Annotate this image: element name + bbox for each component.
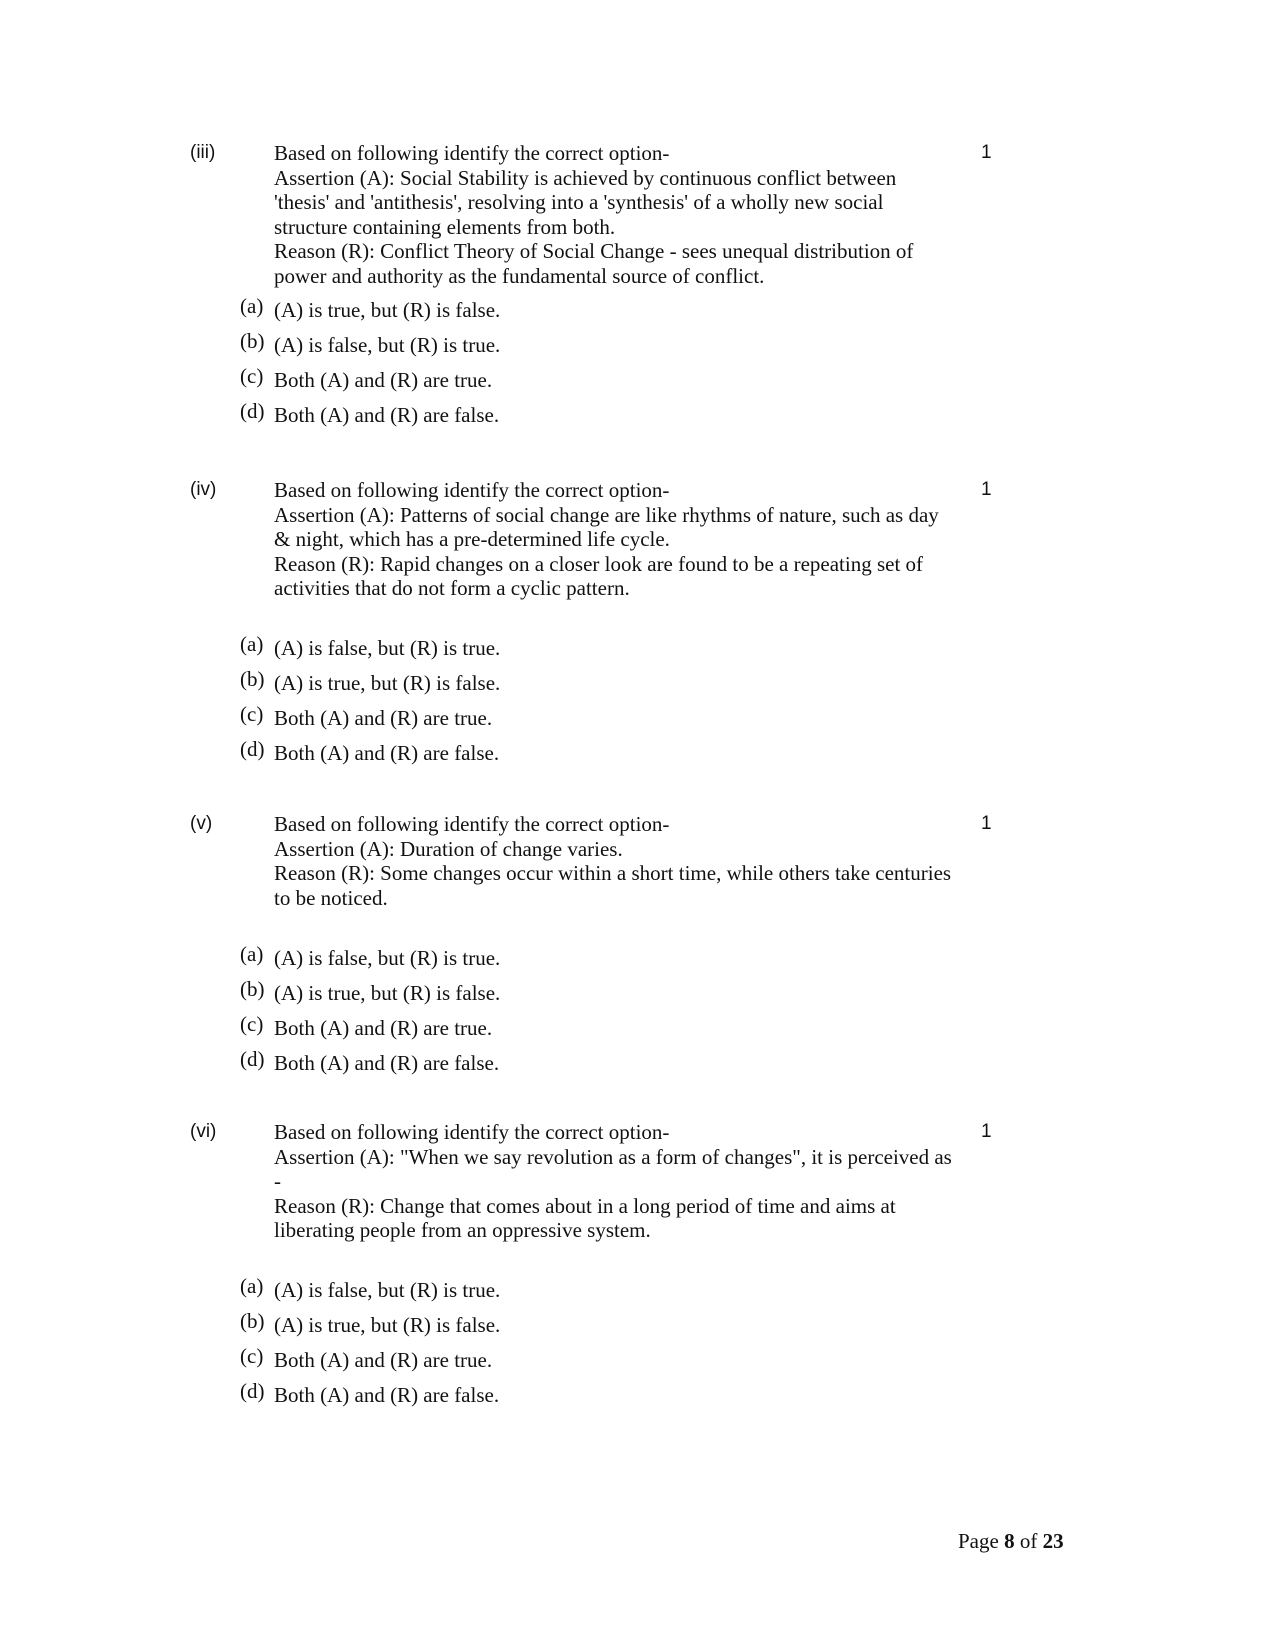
- option-letter: (b): [240, 329, 265, 353]
- option-text: (A) is false, but (R) is true.: [274, 1278, 501, 1302]
- question-line: Assertion (A): Patterns of social change are like rhythms of nature, such as day: [274, 502, 939, 527]
- question-line: Reason (R): Conflict Theory of Social Change - sees unequal distribution of: [274, 239, 914, 264]
- option-letter: (b): [240, 1309, 265, 1333]
- question-number: (iv): [190, 479, 217, 500]
- option-b: [0, 1309, 1275, 1342]
- option-text: Both (A) and (R) are true.: [274, 1348, 493, 1372]
- option-text: Both (A) and (R) are true.: [274, 1016, 493, 1040]
- question-line: Reason (R): Rapid changes on a closer look are found to be a repeating set of: [274, 551, 924, 576]
- option-letter: (a): [240, 632, 264, 656]
- question-line: to be noticed.: [274, 885, 388, 910]
- question-number: (vi): [190, 1121, 217, 1142]
- question-line: Based on following identify the correct option-: [274, 812, 670, 836]
- option-text: (A) is false, but (R) is true.: [274, 333, 501, 357]
- question-line: Based on following identify the correct option-: [274, 141, 670, 165]
- option-b: [0, 977, 1275, 1010]
- question-line: Reason (R): Some changes occur within a short time, while others take centuries: [274, 861, 952, 886]
- question-line: Assertion (A): Social Stability is achieved by continuous conflict between: [274, 165, 897, 190]
- option-d: [0, 399, 1275, 432]
- option-letter: (c): [240, 1012, 264, 1036]
- question-marks: 1: [981, 479, 992, 500]
- question-line: activities that do not form a cyclic pattern.: [274, 576, 630, 601]
- question-text: [274, 1120, 974, 1243]
- question-line: Based on following identify the correct option-: [274, 478, 670, 502]
- option-letter: (a): [240, 1274, 264, 1298]
- option-text: (A) is true, but (R) is false.: [274, 981, 501, 1005]
- option-d: [0, 737, 1275, 770]
- question-line: & night, which has a pre-determined life cycle.: [274, 527, 670, 552]
- option-text: (A) is true, but (R) is false.: [274, 298, 501, 322]
- option-letter: (d): [240, 1379, 265, 1403]
- question-text: [274, 478, 974, 601]
- page-label: Page: [958, 1529, 999, 1553]
- option-b: [0, 329, 1275, 362]
- option-a: [0, 1274, 1275, 1307]
- question-line: power and authority as the fundamental source of conflict.: [274, 263, 765, 288]
- option-b: [0, 667, 1275, 700]
- question-marks: 1: [981, 1121, 992, 1142]
- question-line: liberating people from an oppressive system.: [274, 1218, 651, 1243]
- option-letter: (b): [240, 977, 265, 1001]
- option-letter: (c): [240, 1344, 264, 1368]
- option-c: [0, 1344, 1275, 1377]
- question-number: (v): [190, 813, 213, 834]
- option-text: (A) is true, but (R) is false.: [274, 1313, 501, 1337]
- question-text: [274, 141, 974, 289]
- question-line: Assertion (A): "When we say revolution as a form of changes", it is perceived as: [274, 1144, 952, 1169]
- option-letter: (c): [240, 702, 264, 726]
- option-text: Both (A) and (R) are false.: [274, 1383, 500, 1407]
- option-c: [0, 702, 1275, 735]
- question-line: Reason (R): Change that comes about in a long period of time and aims at: [274, 1193, 896, 1218]
- question-line: Based on following identify the correct option-: [274, 1120, 670, 1144]
- option-c: [0, 1012, 1275, 1045]
- question-line: Assertion (A): Duration of change varies.: [274, 836, 623, 861]
- question-marks: 1: [981, 142, 992, 163]
- option-a: [0, 632, 1275, 665]
- of-label: of: [1019, 1529, 1038, 1553]
- total-pages-number: 23: [1042, 1529, 1064, 1553]
- option-letter: (d): [240, 399, 265, 423]
- question-marks: 1: [981, 813, 992, 834]
- option-d: [0, 1047, 1275, 1080]
- option-text: Both (A) and (R) are true.: [274, 706, 493, 730]
- question-number: (iii): [190, 142, 216, 163]
- option-text: (A) is true, but (R) is false.: [274, 671, 501, 695]
- option-text: Both (A) and (R) are false.: [274, 403, 500, 427]
- option-a: [0, 942, 1275, 975]
- question-line: 'thesis' and 'antithesis', resolving into a 'synthesis' of a wholly new social: [274, 190, 884, 215]
- question-text: [274, 812, 974, 910]
- option-letter: (d): [240, 737, 265, 761]
- option-text: (A) is false, but (R) is true.: [274, 946, 501, 970]
- current-page-number: 8: [1004, 1529, 1015, 1553]
- option-d: [0, 1379, 1275, 1412]
- option-letter: (c): [240, 364, 264, 388]
- option-letter: (a): [240, 294, 264, 318]
- option-text: Both (A) and (R) are true.: [274, 368, 493, 392]
- question-line: structure containing elements from both.: [274, 214, 616, 239]
- option-text: Both (A) and (R) are false.: [274, 741, 500, 765]
- page-footer: [958, 1528, 1064, 1554]
- option-a: [0, 294, 1275, 327]
- option-letter: (b): [240, 667, 265, 691]
- option-c: [0, 364, 1275, 397]
- option-text: (A) is false, but (R) is true.: [274, 636, 501, 660]
- option-text: Both (A) and (R) are false.: [274, 1051, 500, 1075]
- option-letter: (a): [240, 942, 264, 966]
- question-line: -: [274, 1169, 281, 1194]
- option-letter: (d): [240, 1047, 265, 1071]
